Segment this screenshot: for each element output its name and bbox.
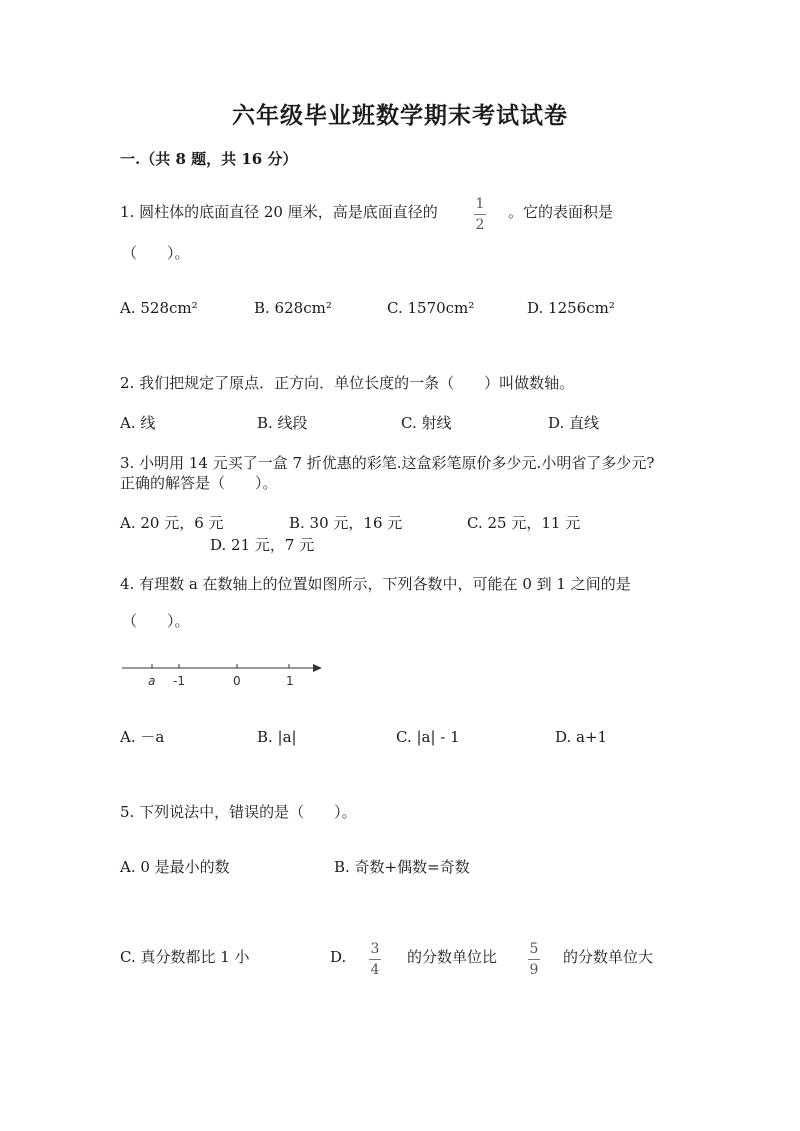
fraction-denominator: 2 bbox=[475, 217, 485, 233]
option-d[interactable]: D. 1256cm² bbox=[527, 299, 615, 317]
label-a: a bbox=[148, 674, 156, 688]
option-c[interactable]: C. 射线 bbox=[401, 414, 452, 432]
fraction-denominator: 4 bbox=[370, 962, 380, 978]
fraction-five-ninths bbox=[528, 941, 540, 978]
fraction-bar bbox=[474, 214, 486, 215]
option-d[interactable]: D. 21 元，7 元 bbox=[210, 536, 315, 554]
option-b[interactable]: B. |a| bbox=[257, 728, 297, 746]
question-4-text: 4. 有理数 a 在数轴上的位置如图所示，下列各数中，可能在 0 到 1 之间的是 bbox=[120, 575, 631, 593]
section-header: 一.（共 8 题，共 16 分） bbox=[120, 150, 298, 168]
option-a[interactable]: A. 线 bbox=[120, 414, 156, 432]
option-c[interactable]: C. 1570cm² bbox=[387, 299, 475, 317]
option-c[interactable]: C. |a| - 1 bbox=[396, 728, 460, 746]
question-3-text-cont: 正确的解答是（ ）。 bbox=[120, 474, 278, 492]
fraction-numerator: 1 bbox=[475, 196, 485, 212]
fraction-bar bbox=[369, 959, 381, 960]
fraction-three-quarters bbox=[369, 941, 381, 978]
option-a[interactable]: A. 20 元，6 元 bbox=[120, 514, 224, 532]
label-minus-one: -1 bbox=[173, 674, 185, 688]
fraction-numerator: 5 bbox=[529, 941, 539, 957]
option-d[interactable]: D. a+1 bbox=[555, 728, 608, 746]
option-b[interactable]: B. 线段 bbox=[257, 414, 308, 432]
option-c[interactable]: C. 25 元，11 元 bbox=[467, 514, 581, 532]
option-b[interactable]: B. 628cm² bbox=[254, 299, 332, 317]
question-4-blank: （ ）。 bbox=[122, 612, 190, 630]
question-5-text: 5. 下列说法中，错误的是（ ）。 bbox=[120, 803, 357, 821]
question-1-blank: （ ）。 bbox=[122, 244, 190, 262]
question-3-text: 3. 小明用 14 元买了一盒 7 折优惠的彩笔.这盒彩笔原价多少元.小明省了多少元? bbox=[120, 454, 655, 472]
question-2-text: 2. 我们把规定了原点．正方向．单位长度的一条（ ）叫做数轴。 bbox=[120, 374, 575, 392]
option-d-text-cont: 的分数单位大 bbox=[563, 948, 654, 966]
label-one: 1 bbox=[286, 674, 294, 688]
fraction-denominator: 9 bbox=[529, 962, 539, 978]
option-c[interactable]: C. 真分数都比 1 小 bbox=[120, 948, 250, 966]
fraction-numerator: 3 bbox=[370, 941, 380, 957]
option-b[interactable]: B. 奇数+偶数=奇数 bbox=[334, 858, 470, 876]
option-d[interactable]: D. bbox=[330, 948, 347, 966]
option-a[interactable]: A. －a bbox=[120, 728, 165, 746]
question-1-text-cont: 。它的表面积是 bbox=[508, 203, 614, 221]
option-d-text: 的分数单位比 bbox=[407, 948, 498, 966]
fraction-bar bbox=[528, 959, 540, 960]
question-1-text: 1. 圆柱体的底面直径 20 厘米，高是底面直径的 bbox=[120, 203, 438, 221]
option-a[interactable]: A. 528cm² bbox=[120, 299, 198, 317]
option-b[interactable]: B. 30 元，16 元 bbox=[289, 514, 403, 532]
option-d[interactable]: D. 直线 bbox=[548, 414, 600, 432]
number-line-figure bbox=[118, 656, 328, 692]
option-a[interactable]: A. 0 是最小的数 bbox=[120, 858, 230, 876]
fraction-one-half bbox=[474, 196, 486, 233]
arrow-right-icon bbox=[313, 664, 322, 672]
label-zero: 0 bbox=[233, 674, 241, 688]
page-title: 六年级毕业班数学期末考试试卷 bbox=[232, 102, 568, 129]
